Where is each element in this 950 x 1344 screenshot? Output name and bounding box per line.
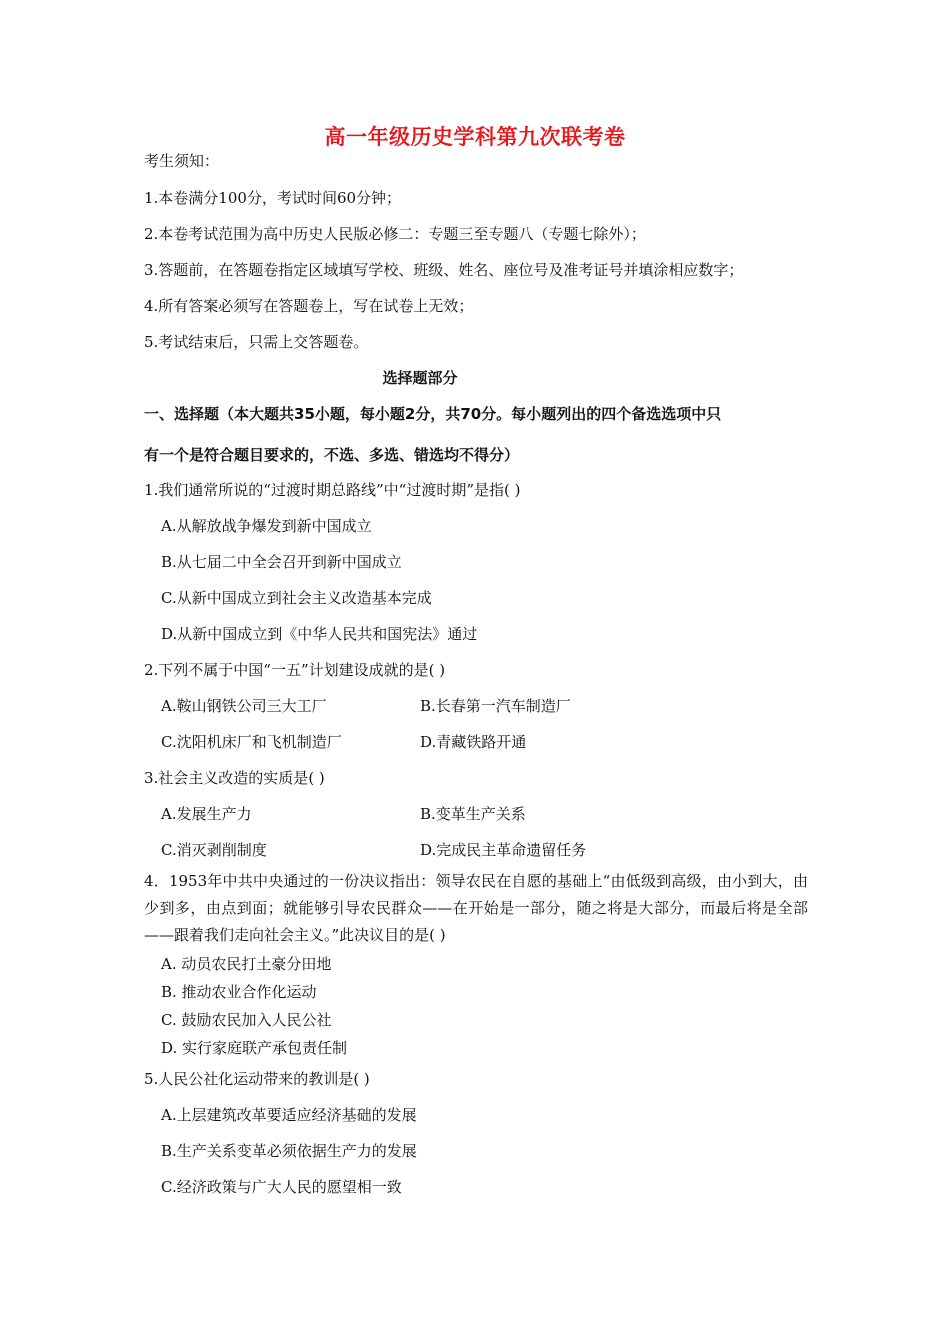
notice-item-3: 3.答题前，在答题卷指定区域填写学校、班级、姓名、座位号及准考证号并填涂相应数字； bbox=[144, 261, 744, 279]
question-2-option-a: A.鞍山钢铁公司三大工厂 bbox=[161, 697, 327, 715]
question-5-option-a: A.上层建筑改革要适应经济基础的发展 bbox=[161, 1106, 417, 1124]
section-intro-line-2: 有一个是符合题目要求的，不选、多选、错选均不得分） bbox=[144, 446, 520, 464]
question-3-option-b: B.变革生产关系 bbox=[420, 805, 526, 823]
question-5-option-c: C.经济政策与广大人民的愿望相一致 bbox=[161, 1178, 402, 1196]
question-3-stem: 3.社会主义改造的实质是( ) bbox=[144, 769, 325, 787]
question-1-option-d: D.从新中国成立到《中华人民共和国宪法》通过 bbox=[161, 625, 478, 643]
question-3-option-a: A.发展生产力 bbox=[161, 805, 252, 823]
notice-item-1: 1.本卷满分100分，考试时间60分钟； bbox=[144, 189, 402, 207]
question-5-stem: 5.人民公社化运动带来的教训是( ) bbox=[144, 1070, 370, 1088]
question-5-option-b: B.生产关系变革必须依据生产力的发展 bbox=[161, 1142, 417, 1160]
exam-title: 高一年级历史学科第九次联考卷 bbox=[324, 125, 626, 149]
notice-item-4: 4.所有答案必须写在答题卷上，写在试卷上无效； bbox=[144, 297, 474, 315]
question-2-option-d: D.青藏铁路开通 bbox=[420, 733, 527, 751]
question-1-stem: 1.我们通常所说的“过渡时期总路线”中“过渡时期”是指( ) bbox=[144, 481, 521, 499]
question-1-option-b: B.从七届二中全会召开到新中国成立 bbox=[161, 553, 402, 571]
question-3-option-d: D.完成民主革命遗留任务 bbox=[420, 841, 587, 859]
question-4-option-c: C. 鼓励农民加入人民公社 bbox=[161, 1011, 332, 1029]
question-1-option-c: C.从新中国成立到社会主义改造基本完成 bbox=[161, 589, 432, 607]
notice-item-2: 2.本卷考试范围为高中历史人民版必修二：专题三至专题八（专题七除外）； bbox=[144, 225, 646, 243]
question-2-option-c: C.沈阳机床厂和飞机制造厂 bbox=[161, 733, 342, 751]
notice-heading: 考生须知： bbox=[144, 152, 220, 170]
question-2-option-b: B.长春第一汽车制造厂 bbox=[420, 697, 571, 715]
question-4-stem: 4．1953年中共中央通过的一份决议指出：领导农民在自愿的基础上“由低级到高级，由小到大，由少到多，由点到面；就能够引导农民群众——在开始是一部分，随之将是大部分，而最后将是全部——跟着我们走向社会主义。”此决议目的是( ) bbox=[144, 872, 808, 944]
question-4-option-d: D. 实行家庭联产承包责任制 bbox=[161, 1039, 348, 1057]
question-2-stem: 2.下列不属于中国“一五”计划建设成就的是( ) bbox=[144, 661, 446, 679]
question-3-option-c: C.消灭剥削制度 bbox=[161, 841, 267, 859]
question-4-option-a: A. 动员农民打土豪分田地 bbox=[161, 955, 332, 973]
question-1-option-a: A.从解放战争爆发到新中国成立 bbox=[161, 517, 372, 535]
notice-item-5: 5.考试结束后，只需上交答题卷。 bbox=[144, 333, 369, 351]
section-title: 选择题部分 bbox=[382, 369, 458, 387]
section-intro-line-1: 一、选择题（本大题共35小题，每小题2分，共70分。每小题列出的四个备选选项中只 bbox=[144, 405, 722, 423]
question-4-option-b: B. 推动农业合作化运动 bbox=[161, 983, 317, 1001]
